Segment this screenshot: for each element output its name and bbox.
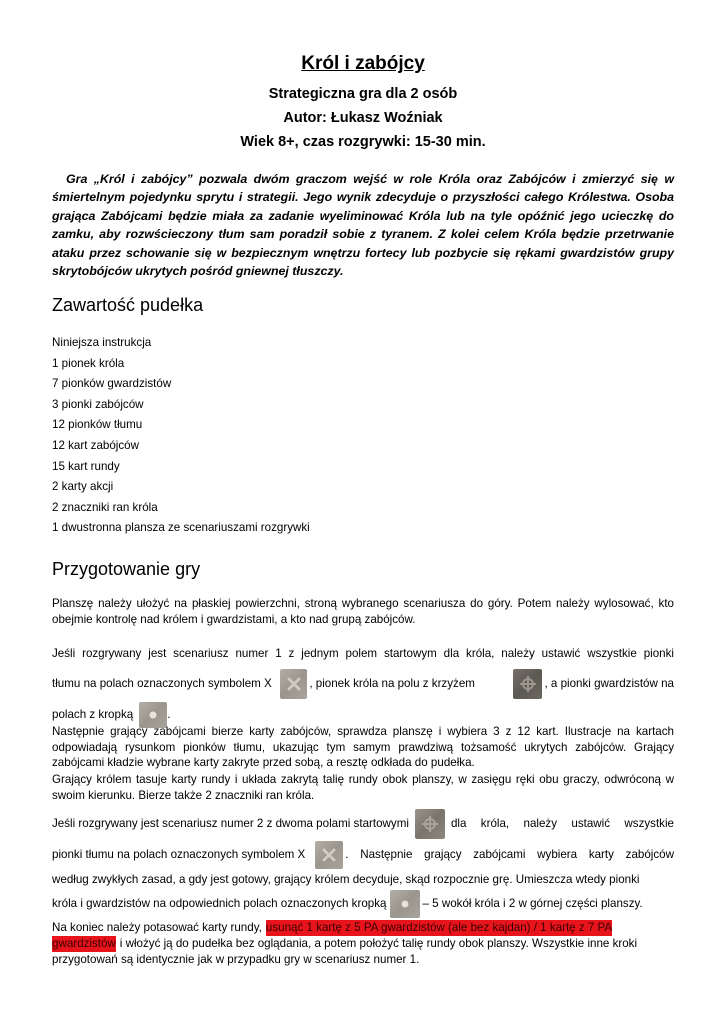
subtitle-age: Wiek 8+, czas rozgrywki: 15-30 min.	[240, 134, 486, 150]
contents-list	[52, 333, 452, 539]
contents-heading: Zawartość pudełka	[52, 295, 204, 315]
page-title: Król i zabójcy	[301, 53, 425, 74]
setup-paragraph-5-line-2	[52, 840, 674, 870]
setup-paragraph-2-line-1: Jeśli rozgrywany jest scenariusz numer 1 z jednym polem startowym dla króla, należy ustawić wszystkie pionki	[52, 647, 674, 660]
text-segment: – 5 wokół króla i 2 w górnej części planszy.	[422, 897, 643, 911]
list-item: 7 pionków gwardzistów	[52, 377, 172, 391]
setup-paragraph-4: Grający królem tasuje karty rundy i układa zakrytą talię rundy obok planszy, w zasięgu ręki obu graczy, odwróconą w swoim kierunku. Bierze także 2 znaczniki ran króla.	[52, 773, 674, 802]
text-segment: tłumu na polach oznaczonych symbolem X	[52, 677, 272, 691]
setup-paragraph-1: Planszę należy ułożyć na płaskiej powierzchni, stroną wybranego scenariusza do góry. Potem należy wylosować, kto obejmie kontrolę nad królem i gwardzistami, a kto nad grupą zabójców.	[52, 597, 674, 626]
x-tile-icon	[280, 669, 308, 699]
setup-paragraph-6-line-4: przygotowań są identycznie jak w przypadku gry w scenariusz numer 1.	[52, 953, 420, 966]
text-segment: pionki tłumu na polach oznaczonych symbolem X	[52, 848, 306, 862]
intro-paragraph: Gra „Król i zabójcy” pozwala dwóm graczom wejść w role Króla oraz Zabójców i zmierzyć się w śmiertelnym pojedynku sprytu i strategii. Jego wynik zdecyduje o przyszłości całego Królestwa. Osoba grająca Zabójcami będzie miała za zadanie wyeliminować Króla lub na tyle opóźnić jego ucieczkę do zamku, aby rozwścieczony tłum sam poradził sobie z tyranem. Z kolei celem Króla będzie przetrwanie ataku przez schowanie się w bezpiecznym wnętrzu fortecy lub pozbycie się rękami gwardzistów grupy skrytobójców ukrytych pośród gniewnej tłuszczy.	[52, 172, 674, 279]
cross-tile-icon	[415, 809, 445, 839]
setup-paragraph-5-line-3: według zwykłych zasad, a gdy jest gotowy, grający królem decyduje, skąd rozpocznie grę. Umieszcza wtedy pionki	[52, 873, 640, 886]
setup-paragraph-3: Następnie grający zabójcami bierze karty zabójców, sprawdza planszę i wybiera 3 z 12 kart. Ilustracje na kartach odpowiadają rysunkom pionków tłumu, ukazując tym samym prawdziwą tożsamość ukrytych zabójców. Grający zabójcami kładzie wybrane karty zakryte przed sobą, a resztę odkłada do pudełka.	[52, 725, 674, 769]
list-item: 2 karty akcji	[52, 480, 114, 494]
list-item: 1 dwustronna plansza ze scenariuszami rozgrywki	[52, 521, 310, 535]
highlighted-text: gwardzistów	[52, 937, 116, 950]
text-segment: Na koniec należy potasować karty rundy,	[52, 921, 262, 934]
list-item: 3 pionki zabójców	[52, 397, 144, 411]
highlighted-text: usunąć 1 kartę z 5 PA gwardzistów (ale bez kajdan) / 1 kartę z 7 PA	[265, 921, 613, 934]
text-segment: .	[167, 708, 171, 722]
list-item: 12 pionków tłumu	[52, 418, 143, 432]
setup-paragraph-6-line-1	[52, 888, 674, 920]
dot-tile-icon	[390, 890, 420, 918]
text-segment: polach z kropką	[52, 708, 134, 722]
setup-paragraph-6-line-2	[52, 920, 674, 936]
text-segment: króla i gwardzistów na odpowiednich polach oznaczonych kropką	[52, 897, 387, 911]
list-item: Niniejsza instrukcja	[52, 336, 152, 349]
subtitle-genre: Strategiczna gra dla 2 osób	[268, 86, 458, 102]
list-item: 12 kart zabójców	[52, 438, 139, 452]
setup-paragraph-6-line-3	[52, 936, 674, 952]
cross-tile-icon	[513, 669, 543, 699]
setup-paragraph-2-line-2	[52, 668, 674, 700]
subtitle-author: Autor: Łukasz Woźniak	[283, 110, 443, 126]
text-segment: dla króla, należy ustawić wszystkie	[450, 817, 674, 831]
setup-heading: Przygotowanie gry	[52, 559, 201, 579]
text-segment: i włożyć ją do pudełka bez oglądania, a potem położyć talię rundy obok planszy. Wszystkie inne kroki	[119, 937, 638, 950]
list-item: 1 pionek króla	[52, 356, 125, 370]
text-segment: . Następnie grający zabójcami wybiera karty zabójców	[345, 848, 674, 862]
setup-paragraph-5-line-1	[52, 808, 674, 840]
list-item: 2 znaczniki ran króla	[52, 500, 158, 514]
list-item: 15 kart rundy	[52, 459, 120, 473]
x-tile-icon	[315, 841, 343, 869]
text-segment: Jeśli rozgrywany jest scenariusz numer 2 z dwoma polami startowymi	[52, 817, 409, 831]
text-segment: , pionek króla na polu z krzyżem	[309, 677, 475, 691]
text-segment: , a pionki gwardzistów na	[544, 677, 674, 691]
